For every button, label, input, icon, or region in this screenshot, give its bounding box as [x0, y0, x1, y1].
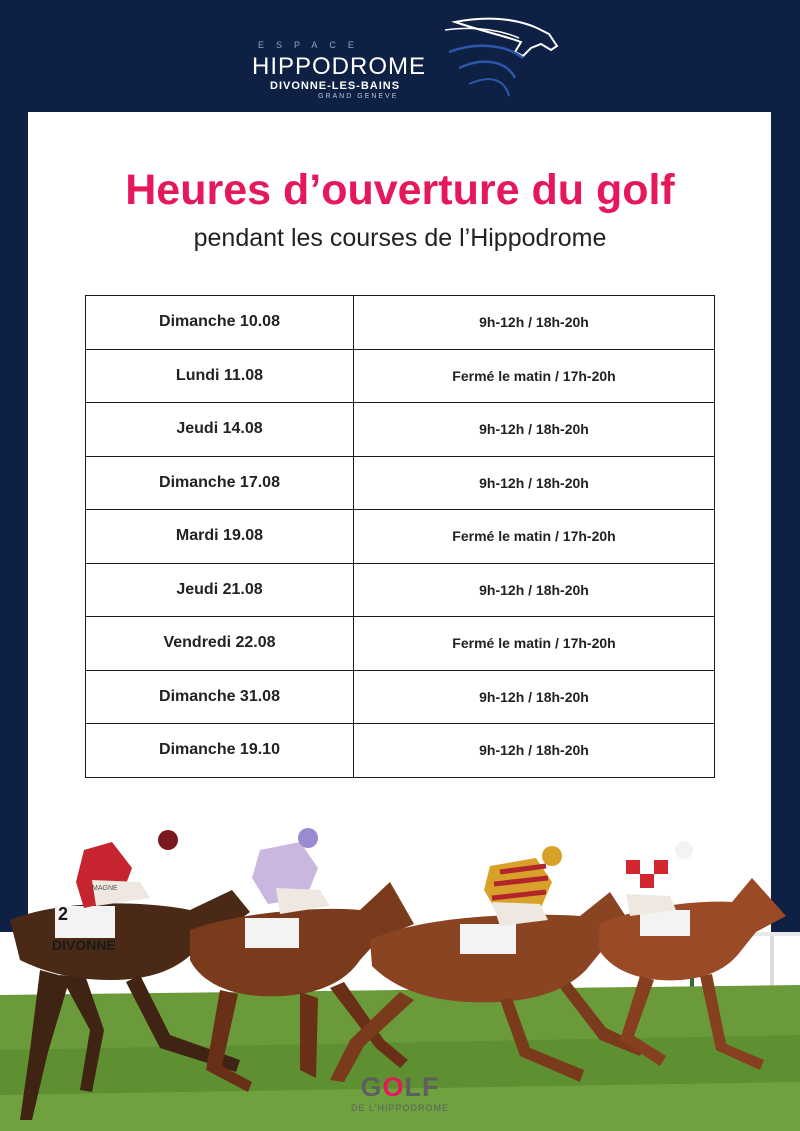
- table-row: [86, 724, 715, 778]
- table-row: [86, 510, 715, 564]
- horse-head-icon: [445, 12, 560, 104]
- golf-logo-subtitle: DE L’HIPPODROME: [350, 1103, 450, 1113]
- table-row: [86, 296, 715, 350]
- race-day: Vendredi 22.08: [86, 617, 354, 671]
- saddle-cloth-text: DIVONNE: [52, 937, 116, 953]
- logo-title: HIPPODROME: [252, 53, 427, 80]
- race-day: Dimanche 31.08: [86, 670, 354, 724]
- saddle-number: 2: [58, 904, 69, 924]
- race-day: Dimanche 10.08: [86, 296, 354, 350]
- opening-hours: 9h-12h / 18h-20h: [354, 724, 715, 778]
- table-row: [86, 617, 715, 671]
- logo-espace: ESPACE: [258, 40, 366, 50]
- hippodrome-logo: [240, 12, 560, 104]
- golf-ball-icon: O: [382, 1072, 405, 1102]
- logo-location: DIVONNE-LES-BAINS: [270, 80, 401, 92]
- table-row: [86, 563, 715, 617]
- opening-hours: 9h-12h / 18h-20h: [354, 563, 715, 617]
- page-subtitle: pendant les courses de l’Hippodrome: [193, 224, 607, 252]
- race-day: Dimanche 19.10: [86, 724, 354, 778]
- opening-hours: Fermé le matin / 17h-20h: [354, 349, 715, 403]
- page-title: Heures d’ouverture du golf: [125, 166, 675, 214]
- right-border: [771, 112, 800, 932]
- opening-hours: 9h-12h / 18h-20h: [354, 670, 715, 724]
- table-row: [86, 456, 715, 510]
- golf-logo: [343, 1072, 457, 1122]
- jockey-name: MAGNE: [92, 885, 118, 892]
- opening-hours: 9h-12h / 18h-20h: [354, 403, 715, 457]
- race-day: Jeudi 21.08: [86, 563, 354, 617]
- race-day: Mardi 19.08: [86, 510, 354, 564]
- opening-hours: 9h-12h / 18h-20h: [354, 296, 715, 350]
- opening-hours: Fermé le matin / 17h-20h: [354, 617, 715, 671]
- opening-hours-table: [85, 295, 715, 778]
- race-day: Jeudi 14.08: [86, 403, 354, 457]
- table-row: [86, 670, 715, 724]
- left-border: [0, 112, 28, 932]
- opening-hours: 9h-12h / 18h-20h: [354, 456, 715, 510]
- race-day: Lundi 11.08: [86, 349, 354, 403]
- race-day: Dimanche 17.08: [86, 456, 354, 510]
- golf-logo-wordmark: GOLF: [360, 1072, 440, 1102]
- table-row: [86, 349, 715, 403]
- table-row: [86, 403, 715, 457]
- logo-region: GRAND GENEVE: [318, 93, 399, 100]
- opening-hours: Fermé le matin / 17h-20h: [354, 510, 715, 564]
